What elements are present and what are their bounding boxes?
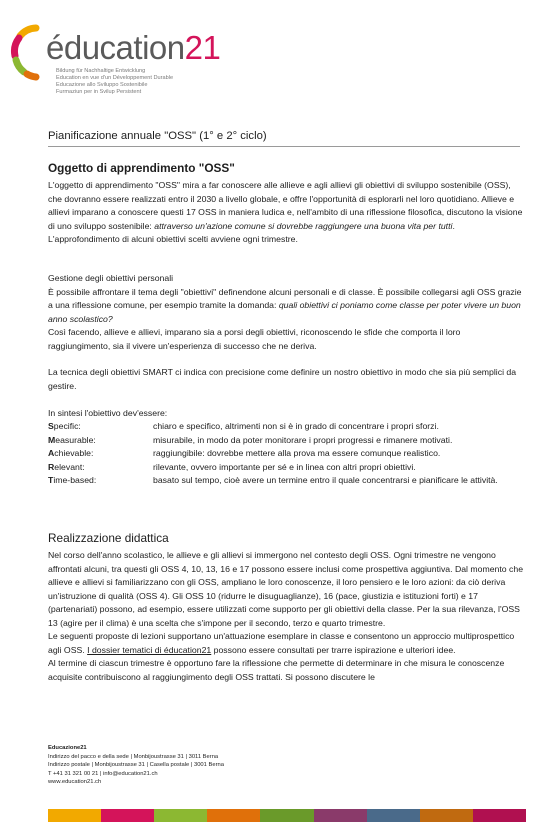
smart-term [48,420,153,434]
smart-term-rest: ime-based: [53,475,97,485]
smart-item [48,420,528,434]
tagline-line: Furmaziun per in Svilup Persistent [56,89,142,95]
smart-item [48,447,528,461]
smart-summary-label: In sintesi l'obiettivo dev'essere: [48,408,168,418]
smart-description: chiaro e specifico, altrimenti non si è in grado di concentrare i propri sforzi. [153,421,439,431]
color-bar-segment [207,809,260,822]
document-title: Pianificazione annuale "OSS" (1° e 2° ciclo) [48,130,267,142]
color-bar-segment [101,809,154,822]
smart-item [48,461,528,475]
smart-description: basato sul tempo, cioè avere un termine entro il quale concentrarsi e pianificare le attività. [153,475,498,485]
dossier-tematici-link[interactable]: I dossier tematici di éducation21 [87,644,212,655]
realizzazione-paragraph-3: Al termine di ciascun trimestre è opportuno fare la riflessione che permette di determinare in che misura le conoscenze acquisite contribuiscono al raggiungimento degli OSS trattati. Si possono discutere le [48,658,505,682]
realizzazione-paragraph-1: Nel corso dell'anno scolastico, le allieve e gli allievi si immergono nel contesto degli OSS. Ogni trimestre ne vengono affrontati alcuni, tra questi gli OSS 4, 10, 13, 16 e 17 possono essere inclusi come prospettiva aggiuntiva. Dal momento che allieve e allievi si familiarizzano con gli OSS, ampliano le loro conoscenze, il loro pensiero e le loro azioni: da ciò deriva un'istruzione di qualità (OSS 4). Gli OSS 10 (ridurre le disuguaglianze), 16 (pace, giustizia e istituzioni forti) e 17 (partenariati) possono, ad esempio, essere utilizzati come supporto per gli obiettivi della classe. Per la sua rilevanza, l'OSS 13 (agire per il clima) è una scelta che s'impone per il secondo, terzo e quarto trimestre. [48,550,524,628]
smart-term [48,447,153,461]
smart-term-rest: easurable: [55,434,96,445]
logo-tagline [56,68,206,96]
section-heading-oggetto: Oggetto di apprendimento "OSS" [48,161,235,175]
smart-list [48,420,528,488]
smart-term-rest: chievable: [54,448,94,458]
footer-website: www.education21.ch [48,779,102,786]
smart-description: raggiungibile: dovrebbe mettere alla prova ma essere comunque realistico. [153,448,441,458]
goals-subtitle: Gestione degli obiettivi personali [48,273,174,283]
footer-color-bar [48,809,526,822]
color-bar-segment [48,809,101,822]
color-bar-segment [314,809,367,822]
smart-letter: S [48,421,54,431]
education21-logo [10,18,221,98]
section-heading-realizzazione: Realizzazione didattica [48,531,169,545]
goals-text-b: Così facendo, allieve e allievi, imparano sia a porsi degli obiettivi, riconoscendo le sfide che comporta il loro raggiungimento, sia il vivere un'esperienza di successo che ne deriva. [48,327,461,351]
smart-item [48,474,528,488]
color-bar-segment [154,809,207,822]
realizzazione-text [48,549,524,684]
footer-line: Indirizzo postale | Monbijoustrasse 31 | Casella postale | 3001 Berna [48,762,224,769]
realizzazione-paragraph-2b: possono essere consultati per trarre ispirazione e ulteriori idee. [211,644,456,655]
logo-word-main: éducation [46,29,185,66]
logo-word-num: 21 [184,29,221,66]
smart-letter: R [48,461,55,472]
smart-term [48,434,153,448]
smart-letter: T [48,475,54,485]
footer-contact: T +41 31 321 00 21 | info@education21.ch [48,770,158,777]
intro-text-b: . L'approfondimento di alcuni obiettivi scelti avviene ogni trimestre. [48,220,455,244]
logo-wordmark [46,30,220,66]
intro-paragraph [48,179,524,247]
smart-term [48,461,153,475]
color-bar-segment [260,809,313,822]
footer-org-name: Educazione21 [48,745,87,751]
smart-term-rest: pecific: [53,421,81,431]
goals-question: quali obiettivi ci poniamo come classe per poter vivere un buon anno scolastico? [48,300,521,324]
smart-description: misurabile, in modo da poter monitorare i propri progressi e rimanere motivati. [153,434,453,445]
smart-term [48,474,153,488]
tagline-line: Education en vue d'un Développement Durable [56,75,174,81]
smart-description: rilevante, ovvero importante per sé e in linea con altri propri obiettivi. [153,461,416,472]
tagline-line: Educazione allo Sviluppo Sostenibile [56,82,148,88]
color-bar-segment [473,809,526,822]
smart-letter: A [48,448,55,458]
color-bar-segment [367,809,420,822]
smart-term-rest: elevant: [54,461,85,472]
smart-item [48,434,528,448]
tagline-line: Bildung für Nachhaltige Entwicklung [56,68,146,74]
footer-address [48,744,348,787]
intro-text-italic: attraverso un'azione comune si dovrebbe raggiungere una buona vita per tutti [154,220,453,231]
smart-letter: M [48,434,56,445]
title-divider [48,146,520,147]
color-bar-segment [420,809,473,822]
goals-paragraph [48,272,524,353]
smart-intro-paragraph: La tecnica degli obiettivi SMART ci indica con precisione come definire un nostro obiettivo in modo che sia più semplici da gestire. [48,367,517,391]
intro-text-a: L'oggetto di apprendimento "OSS" mira a far conoscere alle allieve e agli allievi gli obiettivi di sviluppo sostenibile (OSS), che dovranno essere realizzati entro il 2030 a livello globale, e offre l'opportunità di esplorarli nel loro quotidiano. Allieve e allievi imparano a conoscere questi 17 OSS in maniera ludica e, nell'ambito di una riflessione filosofica, discutono la visione di uno sviluppo sostenibile: [48,180,523,231]
footer-line: Indirizzo del pacco e della sede | Monbijoustrasse 31 | 3011 Berna [48,753,219,760]
realizzazione-paragraph-2a: Le seguenti proposte di lezioni supportano un'attuazione esemplare in classe e consentono un approccio multiprospettico agli OSS. [48,631,515,655]
goals-text-a: È possibile affrontare il tema degli "obiettivi" definendone alcuni personali e di classe. È possibile collegarsi agli OSS grazie a una riflessione comune, per esempio tramite la domanda: [48,286,522,310]
